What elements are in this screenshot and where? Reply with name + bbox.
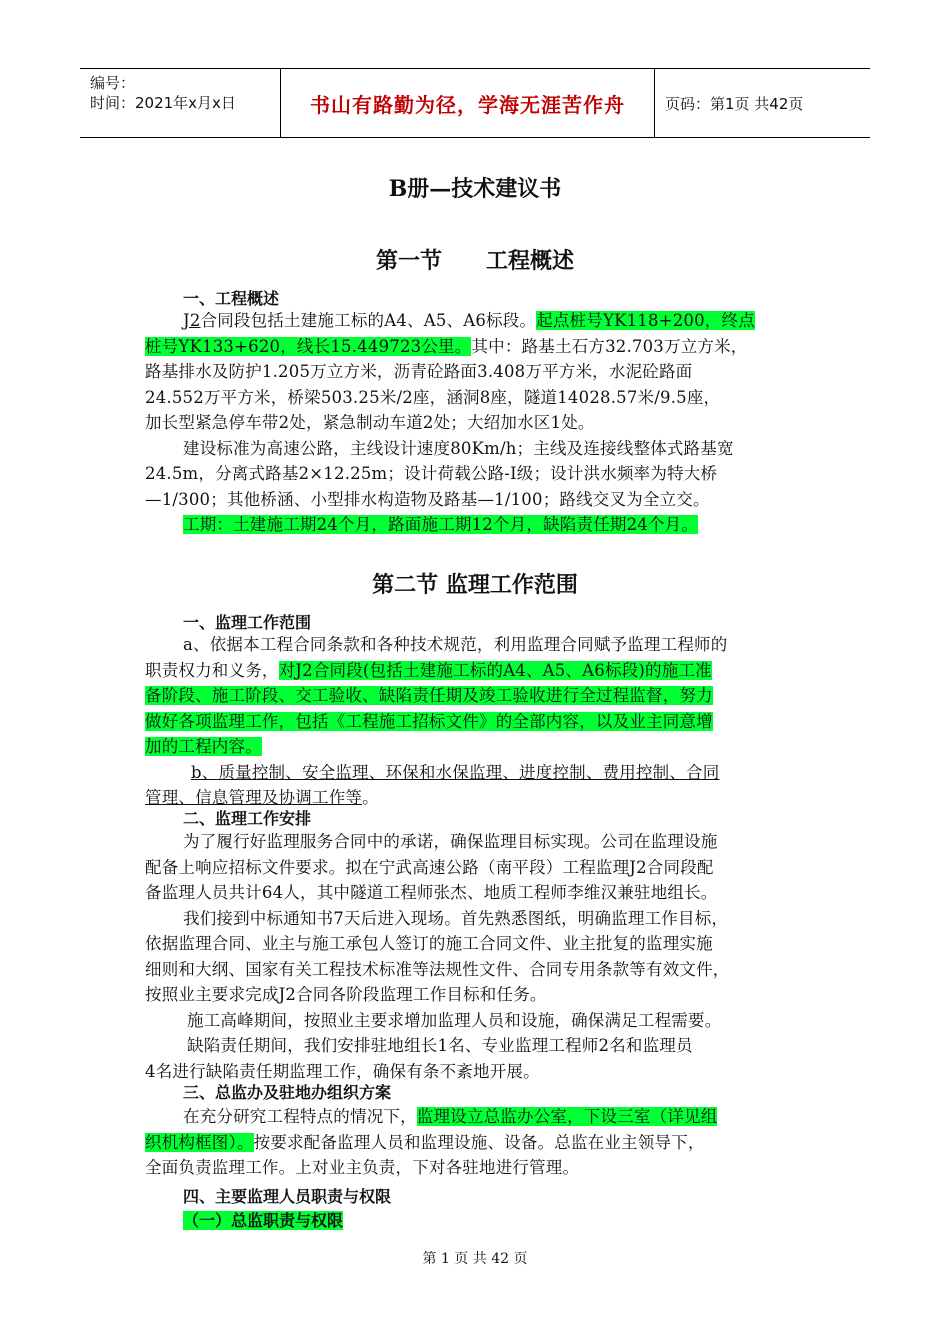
section-1-heading: 一、工程概述	[183, 289, 280, 308]
paragraph-scope: a、依据本工程合同条款和各种技术规范，利用监理合同赋予监理工程师的 职责权力和义务，对J2合同段(包括土建施工标的A4、A5、A6标段)的施工准 备阶段、施工阶段、交工验收、缺陷责任期及竣工验收进行全过程监督，努力 做好各项监理工作，包括《工程施工招标文件》的全部内容，以及业主同意增 加的工程内容。 b、质量控制、安全监理、环保和水保监理、进度控制、费用控制、合同 管理、信息管理及协调工作等。	[145, 635, 728, 807]
paragraph-organization: 在充分研究工程特点的情况下，监理设立总监办公室，下设三室（详见组 织机构框图）。按要求配备监理人员和监理设施、设备。总监在业主领导下， 全面负责监理工作。上对业主负责，下对各驻地进行管理。	[145, 1107, 718, 1177]
duties-heading: 四、主要监理人员职责与权限	[183, 1187, 392, 1206]
arrangement-heading: 二、监理工作安排	[183, 809, 312, 828]
scope-heading: 一、监理工作范围	[183, 613, 312, 632]
header-motto: 书山有路勤为径，学海无涯苦作舟	[281, 69, 655, 137]
header-meta	[80, 69, 281, 137]
page-footer: 第 1 页 共 42 页	[422, 1251, 528, 1267]
date-label: 时间：2021年x月x日	[90, 94, 236, 112]
paragraph-overview: J2合同段包括土建施工标的A4、A5、A6标段。起点桩号YK118+200，终点 桩号YK133+620，线长15.449723公里。其中：路基土石方32.703万立方米， 路基排水及防护1.205万立方米，沥青砼路面3.408万平方米，水泥砼路面 24.552万平方米，桥梁503.25米/2座，涵洞8座，隧道14028.57米/9.5座， 加长型紧急停车带2处，紧急制动车道2处；大绍加水区1处。 建设标准为高速公路，主线设计速度80Km/h；主线及连接线整体式路基宽 24.5m，分离式路基2×12.25m；设计荷载公路-Ⅰ级；设计洪水频率为特大桥 —1/300；其他桥涵、小型排水构造物及路基—1/100；路线交叉为全立交。 工期：土建施工期24个月，路面施工期12个月，缺陷责任期24个月。	[145, 311, 755, 534]
number-label: 编号：	[90, 74, 136, 92]
header-page-info: 页码：第1页 共42页	[665, 94, 804, 113]
organization-heading: 三、总监办及驻地办组织方案	[183, 1083, 392, 1102]
document-title: B册—技术建议书	[388, 176, 562, 202]
section-1-title: 第一节 工程概述	[375, 248, 574, 274]
director-duties-heading: （一）总监职责与权限	[183, 1211, 344, 1230]
paragraph-arrangement: 为了履行好监理服务合同中的承诺，确保监理目标实现。公司在监理设施 配备上响应招标文件要求。拟在宁武高速公路（南平段）工程监理J2合同段配 备监理人员共计64人，其中隧道工程师张杰、地质工程师李维汉兼驻地组长。 我们接到中标通知书7天后进入现场。首先熟悉图纸，明确监理工作目标， 依据监理合同、业主与施工承包人签订的施工合同文件、业主批复的监理实施 细则和大纲、国家有关工程技术标准等法规性文件、合同专用条款等有效文件， 按照业主要求完成J2合同各阶段监理工作目标和任务。 施工高峰期间，按照业主要求增加监理人员和设施，确保满足工程需要。 缺陷责任期间，我们安排驻地组长1名、专业监理工程师2名和监理员 4名进行缺陷责任期监理工作，确保有条不紊地开展。	[145, 832, 730, 1081]
section-2-title: 第二节 监理工作范围	[372, 572, 578, 598]
page-header	[80, 68, 870, 138]
